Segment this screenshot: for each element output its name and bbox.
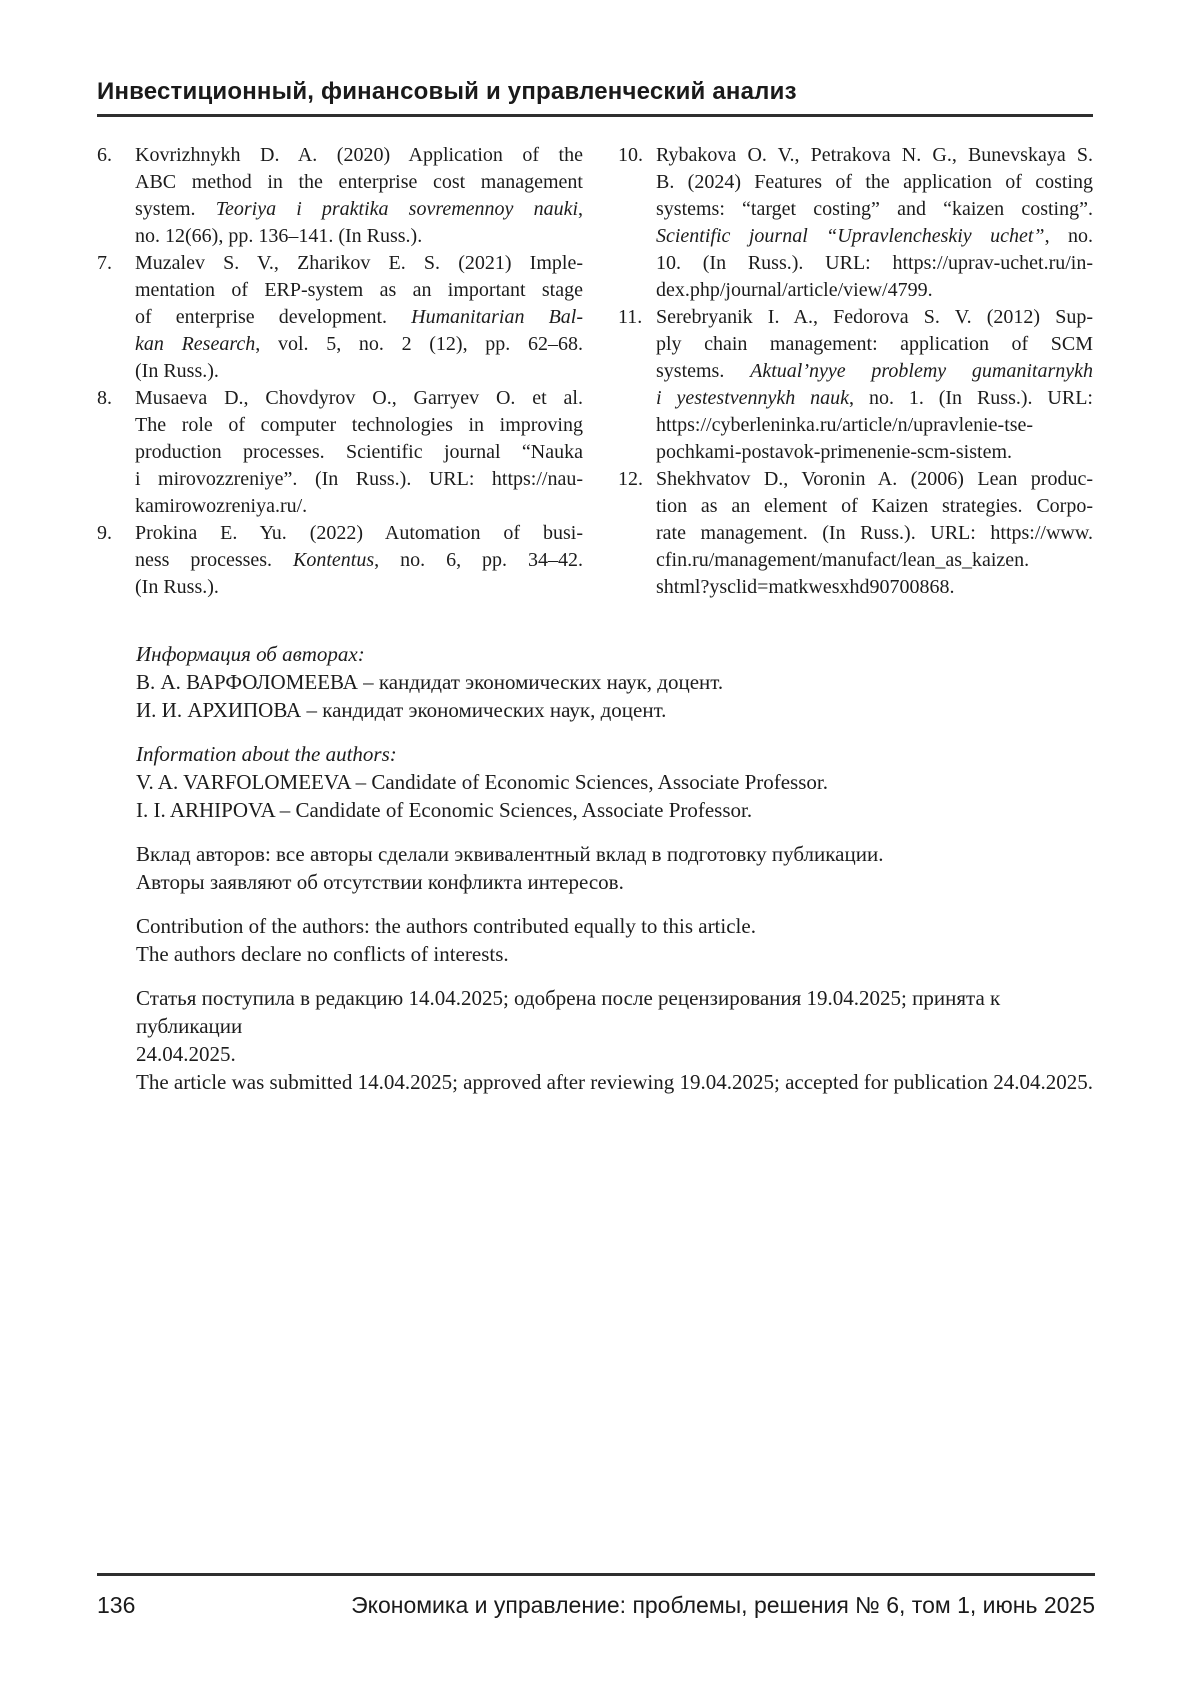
reference-line: i mirovozzreniye”. (In Russ.). URL: https://nau-: [135, 468, 583, 490]
authors-info-ru-line: И. И. АРХИПОВА – кандидат экономических наук, доцент.: [136, 698, 667, 722]
reference-number: 10.: [618, 144, 643, 166]
page-footer: [97, 1592, 1095, 1619]
dates-line: Статья поступила в редакцию 14.04.2025; одобрена после рецензирования 19.04.2025; принята к публикации: [136, 986, 1001, 1038]
reference-line: rate management. (In Russ.). URL: https://www.: [656, 522, 1093, 544]
header-rule: [97, 114, 1093, 117]
reference-line: no. 12(66), pp. 136–141. (In Russ.).: [135, 225, 423, 247]
reference-line: cfin.ru/management/manufact/lean_as_kaizen.: [656, 549, 1030, 571]
reference-line: ABC method in the enterprise cost management: [135, 171, 583, 193]
reference-text: [656, 142, 1093, 304]
authors-info-en: [136, 740, 1093, 824]
references-list: [97, 142, 1093, 601]
reference-line: systems: “target costing” and “kaizen costing”.: [656, 198, 1093, 220]
dates-line: The article was submitted 14.04.2025; approved after reviewing 19.04.2025; accepted for publication 24.04.2025.: [136, 1070, 1093, 1094]
reference-line: Serebryanik I. A., Fedorova S. V. (2012) Sup-: [656, 306, 1093, 328]
reference-line: production processes. Scientific journal “Nauka: [135, 441, 583, 463]
journal-issue-line: Экономика и управление: проблемы, решения № 6, том 1, июнь 2025: [351, 1592, 1095, 1618]
reference-line: pochkami-postavok-primenenie-scm-sistem.: [656, 441, 1013, 463]
reference-line: Musaeva D., Chovdyrov O., Garryev O. et al.: [135, 387, 583, 409]
reference-number: 12.: [618, 468, 643, 490]
references-column-right: [618, 142, 1093, 601]
reference-line: The role of computer technologies in improving: [135, 414, 583, 436]
reference-line: https://cyberleninka.ru/article/n/upravlenie-tse-: [656, 414, 1034, 436]
reference-line: of enterprise development. Humanitarian Bal-: [135, 306, 583, 328]
footer-rule: [97, 1573, 1095, 1576]
references-column-left: [97, 142, 583, 601]
reference-number: 9.: [97, 522, 112, 544]
reference-item: [97, 142, 583, 250]
contribution-ru: [136, 840, 1093, 896]
reference-number: 6.: [97, 144, 112, 166]
reference-line: kan Research, vol. 5, no. 2 (12), pp. 62–68.: [135, 333, 583, 355]
reference-line: ply chain management: application of SCM: [656, 333, 1093, 355]
contribution-en: [136, 912, 1093, 968]
reference-line: dex.php/journal/article/view/4799.: [656, 279, 933, 301]
reference-text: [656, 466, 1093, 601]
dates-line: 24.04.2025.: [136, 1042, 236, 1066]
reference-line: Scientific journal “Upravlencheskiy uchet”, no.: [656, 225, 1093, 247]
reference-text: [135, 142, 583, 250]
reference-line: Rybakova O. V., Petrakova N. G., Bunevskaya S.: [656, 144, 1093, 166]
reference-number: 7.: [97, 252, 112, 274]
reference-text: [135, 250, 583, 385]
authors-info-en-line: Information about the authors:: [136, 742, 397, 766]
reference-item: [618, 304, 1093, 466]
reference-line: ness processes. Kontentus, no. 6, pp. 34–42.: [135, 549, 583, 571]
backmatter: [136, 640, 1093, 1112]
reference-item: [97, 520, 583, 601]
reference-line: Muzalev S. V., Zharikov E. S. (2021) Imple-: [135, 252, 583, 274]
page-number: 136: [97, 1592, 136, 1618]
reference-text: [656, 304, 1093, 466]
reference-line: shtml?ysclid=matkwesxhd90700868.: [656, 576, 955, 598]
reference-line: (In Russ.).: [135, 360, 219, 382]
authors-info-en-line: V. A. VARFOLOMEEVA – Candidate of Economic Sciences, Associate Professor.: [136, 770, 828, 794]
reference-line: Shekhvatov D., Voronin A. (2006) Lean produc-: [656, 468, 1093, 490]
dates: [136, 984, 1093, 1096]
reference-line: mentation of ERP-system as an important stage: [135, 279, 583, 301]
reference-line: tion as an element of Kaizen strategies. Corpo-: [656, 495, 1093, 517]
authors-info-en-line: I. I. ARHIPOVA – Candidate of Economic Sciences, Associate Professor.: [136, 798, 753, 822]
contribution-en-line: Contribution of the authors: the authors contributed equally to this article.: [136, 914, 756, 938]
reference-line: system. Teoriya i praktika sovremennoy nauki,: [135, 198, 583, 220]
reference-line: kamirowozreniya.ru/.: [135, 495, 308, 517]
contribution-ru-line: Авторы заявляют об отсутствии конфликта интересов.: [136, 870, 624, 894]
reference-line: 10. (In Russ.). URL: https://uprav-uchet.ru/in-: [656, 252, 1093, 274]
section-title: Инвестиционный, финансовый и управленческий анализ: [97, 78, 797, 105]
reference-line: Kovrizhnykh D. A. (2020) Application of the: [135, 144, 583, 166]
reference-line: (In Russ.).: [135, 576, 219, 598]
reference-text: [135, 385, 583, 520]
reference-number: 8.: [97, 387, 112, 409]
contribution-ru-line: Вклад авторов: все авторы сделали эквивалентный вклад в подготовку публикации.: [136, 842, 884, 866]
authors-info-ru-line: В. А. ВАРФОЛОМЕЕВА – кандидат экономических наук, доцент.: [136, 670, 724, 694]
contribution-en-line: The authors declare no conflicts of interests.: [136, 942, 509, 966]
authors-info-ru: [136, 640, 1093, 724]
reference-item: [97, 385, 583, 520]
authors-info-ru-line: Информация об авторах:: [136, 642, 365, 666]
reference-line: Prokina E. Yu. (2022) Automation of busi-: [135, 522, 583, 544]
reference-line: i yestestvennykh nauk, no. 1. (In Russ.). URL:: [656, 387, 1093, 409]
reference-line: systems. Aktual’nyye problemy gumanitarnykh: [656, 360, 1094, 382]
reference-item: [618, 466, 1093, 601]
reference-item: [618, 142, 1093, 304]
reference-item: [97, 250, 583, 385]
reference-number: 11.: [618, 306, 643, 328]
reference-line: B. (2024) Features of the application of costing: [656, 171, 1093, 193]
reference-text: [135, 520, 583, 601]
